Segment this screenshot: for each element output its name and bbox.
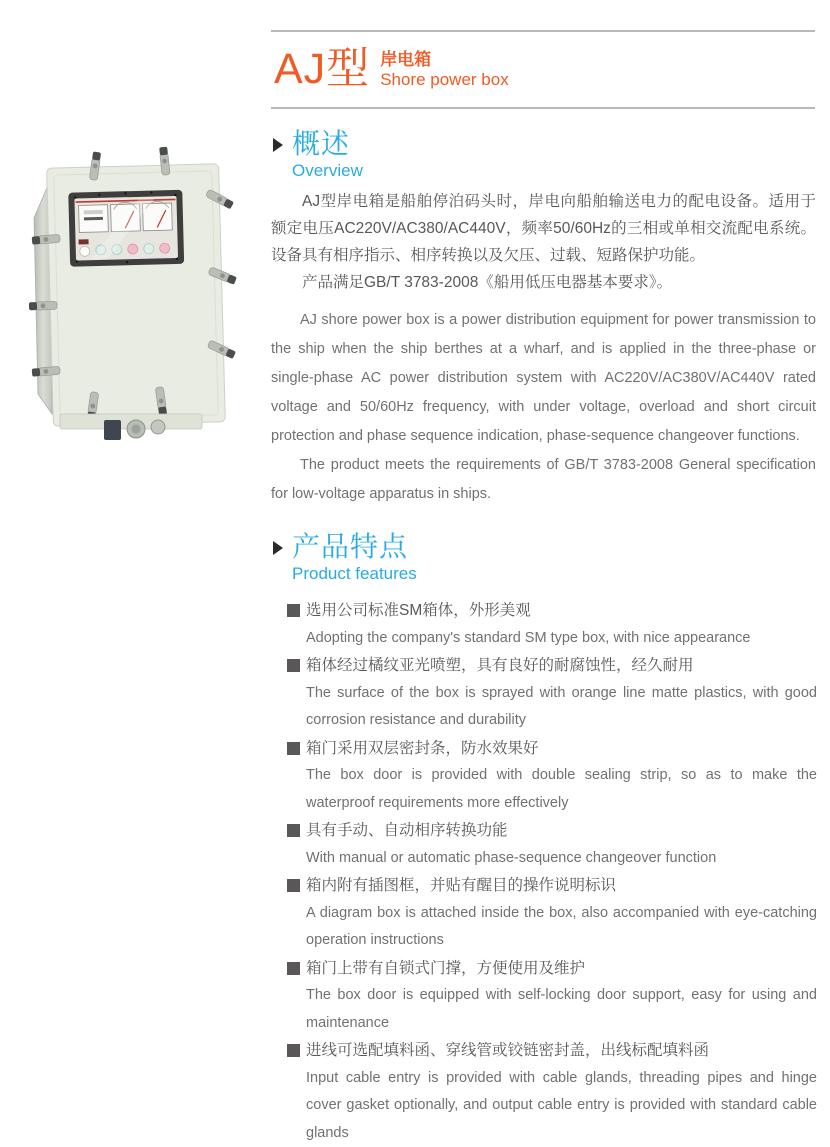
- product-model: AJ型: [274, 48, 370, 91]
- square-bullet-icon: [287, 604, 300, 617]
- features-list: [287, 597, 817, 1147]
- product-title-en: Shore power box: [380, 70, 509, 90]
- feature-item: [287, 872, 817, 955]
- feature-cn: 箱门采用双层密封条，防水效果好: [306, 735, 539, 763]
- overview-heading-en: Overview: [292, 162, 363, 180]
- overview-text-cn: [271, 188, 816, 296]
- feature-en: The box door is equipped with self-locking door support, easy for using and maintenance: [306, 982, 817, 1037]
- section-arrow-icon: [273, 138, 283, 152]
- latch-clamp: [29, 301, 57, 310]
- overview-cn-paragraph: AJ型岸电箱是船舶停泊码头时，岸电向船舶输送电力的配电设备。适用于额定电压AC220V/AC380/AC440V，频率50/60Hz的三相或单相交流配电系统。设备具有相序指示、相序转换以及欠压、过载、短路保护功能。: [271, 188, 816, 269]
- feature-cn: 箱体经过橘纹亚光喷塑，具有良好的耐腐蚀性，经久耐用: [306, 652, 694, 680]
- feature-en: The box door is provided with double sealing strip, so as to make the waterproof requirements more effectively: [306, 762, 817, 817]
- square-bullet-icon: [287, 742, 300, 755]
- square-bullet-icon: [287, 962, 300, 975]
- feature-item: [287, 652, 817, 735]
- feature-en: The surface of the box is sprayed with orange line matte plastics, with good corrosion resistance and durability: [306, 680, 817, 735]
- feature-cn: 具有手动、自动相序转换功能: [306, 817, 508, 845]
- overview-heading-cn: 概述: [292, 130, 350, 158]
- feature-item: [287, 1037, 817, 1147]
- square-bullet-icon: [287, 879, 300, 892]
- product-photo: [12, 146, 252, 448]
- overview-en-paragraph: The product meets the requirements of GB/T 3783-2008 General specification for low-voltage apparatus in ships.: [271, 451, 816, 509]
- product-title-cn: 岸电箱: [380, 50, 509, 70]
- feature-cn: 进线可选配填料函、穿线管或铰链密封盖，出线标配填料函: [306, 1037, 709, 1065]
- feature-item: [287, 955, 817, 1038]
- square-bullet-icon: [287, 824, 300, 837]
- page-title: [274, 48, 509, 91]
- feature-item: [287, 817, 817, 872]
- overview-en-paragraph: AJ shore power box is a power distribution equipment for power transmission to the ship when the ship berthes at a wharf, and is applied in the three-phase or single-phase AC power distribution system with AC220V/AC380V/AC440V rated voltage and 50/60Hz frequency, with under voltage, overload and short circuit protection and phase sequence indication, phase-sequence changeover functions.: [271, 306, 816, 451]
- cable-connector: [104, 420, 121, 440]
- feature-en: Input cable entry is provided with cable glands, threading pipes and hinge cover gasket optionally, and output cable entry is provided with standard cable glands: [306, 1065, 817, 1147]
- header-bottom-rule: [271, 107, 815, 109]
- feature-en: With manual or automatic phase-sequence changeover function: [306, 845, 817, 873]
- feature-en: A diagram box is attached inside the box, also accompanied with eye-catching operation instructions: [306, 900, 817, 955]
- header-top-rule: [271, 30, 815, 32]
- square-bullet-icon: [287, 659, 300, 672]
- square-bullet-icon: [287, 1044, 300, 1057]
- feature-cn: 箱内附有插图框，并贴有醒目的操作说明标识: [306, 872, 616, 900]
- feature-item: [287, 735, 817, 818]
- features-heading-en: Product features: [292, 565, 417, 583]
- feature-en: Adopting the company's standard SM type box, with nice appearance: [306, 625, 817, 653]
- feature-cn: 选用公司标准SM箱体，外形美观: [306, 597, 531, 625]
- overview-text-en: [271, 306, 816, 509]
- feature-item: [287, 597, 817, 652]
- features-heading-cn: 产品特点: [292, 533, 408, 561]
- cable-gland: [151, 420, 165, 434]
- overview-cn-paragraph: 产品满足GB/T 3783-2008《船用低压电器基本要求》。: [271, 269, 816, 296]
- section-arrow-icon: [273, 541, 283, 555]
- feature-cn: 箱门上带有自锁式门撑，方便使用及维护: [306, 955, 585, 983]
